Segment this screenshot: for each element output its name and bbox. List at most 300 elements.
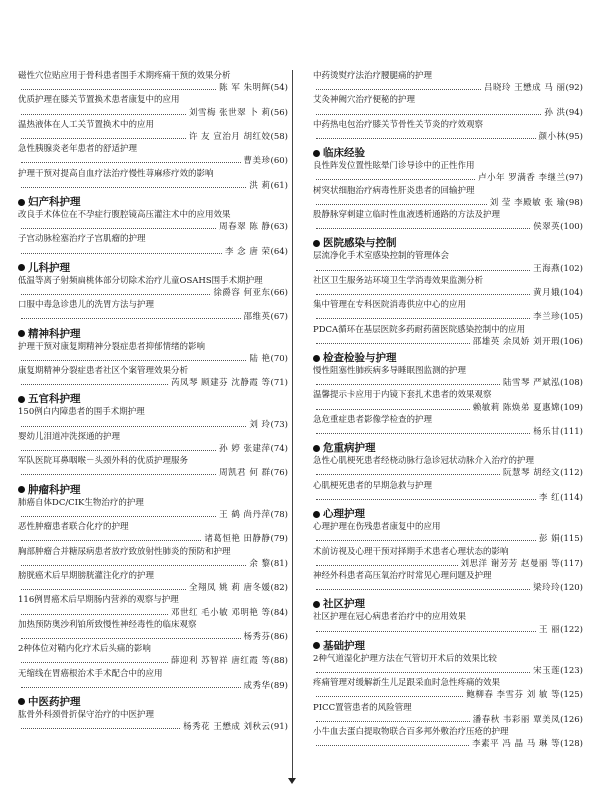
entry-page-number: (79) <box>270 534 288 545</box>
toc-entry[interactable] <box>18 275 288 299</box>
dot-leader <box>316 294 530 295</box>
entry-authors: 周春翠 陈 静 <box>219 222 271 233</box>
entry-authors: 陆 艳 <box>249 353 271 364</box>
section-heading-text: 心理护理 <box>323 508 365 521</box>
section-heading-text: 中医药护理 <box>28 695 81 708</box>
entry-authors: 王海燕 <box>533 263 561 274</box>
entry-title: 心肌梗死患者的早期急救与护理 <box>313 480 433 491</box>
dot-leader <box>316 228 530 229</box>
toc-section <box>313 236 583 348</box>
dot-leader <box>316 540 536 541</box>
entry-page-number: (64) <box>270 246 288 257</box>
dot-leader <box>21 426 246 427</box>
dot-leader <box>21 540 201 541</box>
entry-leader <box>18 131 288 143</box>
toc-entry[interactable] <box>18 455 288 479</box>
entry-page-number: (97) <box>565 173 583 184</box>
toc-entry[interactable] <box>18 570 288 594</box>
entry-leader <box>18 107 288 119</box>
section-heading <box>18 483 288 497</box>
entry-title: 胸部肿瘤合并糖尿病患者放疗致放射性肺炎的预防和护理 <box>18 546 231 557</box>
dot-leader <box>21 89 216 90</box>
section-heading-text: 危重病护理 <box>323 442 376 455</box>
section-heading <box>18 261 288 275</box>
dot-leader <box>316 318 530 319</box>
entry-leader <box>313 311 583 323</box>
section-heading <box>18 695 288 709</box>
toc-section <box>313 639 583 751</box>
entry-page-number: (81) <box>270 558 288 569</box>
entry-title: 磁性穴位贴应用于骨科患者围手术期疼痛干预的效果分析 <box>18 71 231 81</box>
entry-title: 婴幼儿泪道冲洗探通的护理 <box>18 431 121 442</box>
entry-authors: 芮凤琴 顾建芬 沈静霞 等 <box>170 378 271 389</box>
toc-section <box>313 441 583 504</box>
entry-leader <box>313 492 583 504</box>
toc-entry[interactable] <box>313 677 583 701</box>
dot-leader <box>21 614 168 615</box>
bullet-icon <box>18 199 25 206</box>
entry-leader <box>313 665 583 677</box>
entry-page-number: (67) <box>270 312 288 323</box>
entry-page-number: (63) <box>270 222 288 233</box>
entry-title: 神经外科患者高压氧治疗时常见心理问题及护理 <box>313 570 492 581</box>
entry-leader <box>18 443 288 455</box>
entry-page-number: (74) <box>270 444 288 455</box>
toc-section <box>18 392 288 479</box>
dot-leader <box>21 318 241 319</box>
dot-leader <box>21 516 216 517</box>
section-heading <box>313 597 583 611</box>
entry-page-number: (66) <box>270 288 288 299</box>
section-heading <box>313 639 583 653</box>
entry-page-number: (100) <box>560 222 583 233</box>
toc-entry[interactable] <box>18 668 288 692</box>
toc-entry[interactable] <box>313 119 583 143</box>
dot-leader <box>21 384 168 385</box>
entry-title: 良性阵发位置性眩晕门诊导诊中的正性作用 <box>313 161 475 172</box>
entry-authors: 孙 婷 张建萍 <box>219 444 271 455</box>
entry-title: 口服中毒急诊患儿的洗胃方法与护理 <box>18 300 155 311</box>
toc-entry[interactable] <box>313 365 583 389</box>
toc-entry[interactable] <box>313 70 583 94</box>
entry-title: PICC置管患者的风险管理 <box>313 702 412 713</box>
toc-section <box>18 327 288 390</box>
entry-authors: 阮慧琴 胡经文 <box>502 468 561 479</box>
entry-authors: 邵维英 <box>243 312 271 323</box>
dot-leader <box>316 631 536 632</box>
entry-authors: 成秀华 <box>243 680 271 691</box>
dot-leader <box>21 687 241 688</box>
entry-title: 军队医院耳鼻咽喉－头颈外科的优质护理服务 <box>18 456 189 467</box>
section-heading-text: 医院感染与控制 <box>323 237 397 250</box>
section-heading <box>313 236 583 250</box>
toc-entry[interactable] <box>18 168 288 192</box>
section-heading <box>313 507 583 521</box>
section-heading <box>313 146 583 160</box>
entry-leader <box>313 582 583 594</box>
entry-authors: 侯翠英 <box>533 222 561 233</box>
toc-entry[interactable] <box>313 389 583 413</box>
dot-leader <box>21 253 222 254</box>
entry-page-number: (117) <box>560 558 583 569</box>
toc-entry[interactable] <box>18 119 288 143</box>
entry-page-number: (95) <box>565 132 583 143</box>
toc-entry[interactable] <box>18 143 288 167</box>
dot-leader <box>21 162 241 163</box>
entry-authors: 黄月娥 <box>533 288 561 299</box>
entry-authors: 薛迎利 苏智祥 唐红霞 等 <box>170 656 271 667</box>
dot-leader <box>21 114 186 115</box>
entry-leader <box>18 509 288 521</box>
dot-leader <box>21 638 241 639</box>
entry-page-number: (98) <box>565 197 583 208</box>
entry-title: 肱骨外科颈骨折保守治疗的中医护理 <box>18 709 155 720</box>
entry-authors: 李素平 冯 晶 马 琳 等 <box>472 739 561 750</box>
bullet-icon <box>313 240 320 247</box>
dot-leader <box>316 745 469 746</box>
entry-title: 加热预防奥沙利铂所致慢性神经毒性的临床观察 <box>18 619 197 630</box>
toc-entry[interactable] <box>18 521 288 545</box>
entry-leader <box>18 419 288 431</box>
toc-entry[interactable] <box>313 250 583 274</box>
entry-page-number: (111) <box>560 427 583 438</box>
dot-leader <box>316 499 536 500</box>
toc-entry[interactable] <box>313 546 583 570</box>
entry-authors: 曹美珍 <box>243 156 271 167</box>
entry-authors: 彭 娟 <box>538 534 561 545</box>
bullet-icon <box>313 601 320 608</box>
entry-leader <box>18 533 288 545</box>
section-heading-text: 临床经验 <box>323 147 365 160</box>
entry-title: PDCA循环在基层医院多药耐药菌医院感染控制中的应用 <box>313 324 526 335</box>
entry-page-number: (115) <box>560 534 583 545</box>
entry-leader <box>313 624 583 636</box>
entry-title: 温馨提示卡应用于内镜下套扎术患者的效果观察 <box>313 390 492 401</box>
down-triangle-icon <box>288 778 296 784</box>
dot-leader <box>316 114 541 115</box>
bullet-icon <box>313 642 320 649</box>
entry-authors: 吕晓玲 王懋成 马 丽 <box>483 83 566 94</box>
toc-entry[interactable] <box>18 341 288 365</box>
entry-title: 急性心肌梗死患者经桡动脉行急诊冠状动脉介入治疗的护理 <box>313 456 535 467</box>
entry-authors: 全翔凤 姚 莉 唐冬媛 <box>188 583 271 594</box>
dot-leader <box>316 696 463 697</box>
toc-entry[interactable] <box>313 414 583 438</box>
entry-authors: 刘 玲 <box>249 419 271 430</box>
entry-leader <box>313 467 583 479</box>
toc-section <box>313 597 583 635</box>
column-divider <box>292 70 293 780</box>
toc-entry[interactable] <box>313 275 583 299</box>
entry-title: 集中管理在专科医院消毒供应中心的应用 <box>313 300 467 311</box>
toc-entry[interactable] <box>18 594 288 618</box>
toc-entry[interactable] <box>18 619 288 643</box>
entry-leader <box>18 311 288 323</box>
entry-title: 疼痛管理对缓解新生儿足跟采血时急性疼痛的效果 <box>313 678 501 689</box>
entry-authors: 周凯君 何 群 <box>219 468 271 479</box>
section-heading-text: 基础护理 <box>323 639 365 652</box>
toc-entry[interactable] <box>313 94 583 118</box>
bullet-icon <box>18 486 25 493</box>
section-heading-text: 五官科护理 <box>28 393 81 406</box>
dot-leader <box>21 728 180 729</box>
entry-page-number: (73) <box>270 419 288 430</box>
entry-leader <box>18 582 288 594</box>
entry-leader <box>18 377 288 389</box>
entry-authors: 颜小林 <box>538 132 566 143</box>
entry-leader <box>313 336 583 348</box>
entry-leader <box>313 689 583 701</box>
entry-authors: 徐爵容 何亚东 <box>213 288 271 299</box>
section-heading <box>313 351 583 365</box>
entry-leader <box>313 82 583 94</box>
toc-entry[interactable] <box>313 299 583 323</box>
entry-page-number: (89) <box>270 680 288 691</box>
entry-leader <box>18 155 288 167</box>
dot-leader <box>21 589 186 590</box>
entry-authors: 邵雄英 余凤娇 刘开瑕 <box>472 336 561 347</box>
dot-leader <box>316 204 487 205</box>
entry-page-number: (125) <box>560 690 583 701</box>
entry-leader <box>313 558 583 570</box>
entry-title: 温热液体在人工关节置换术中的应用 <box>18 119 155 130</box>
entry-authors: 卢小年 罗满香 李继兰 <box>478 173 566 184</box>
entry-leader <box>313 263 583 275</box>
entry-leader <box>18 287 288 299</box>
entry-authors: 梁玲玲 <box>533 583 561 594</box>
dot-leader <box>21 138 186 139</box>
entry-title: 小牛血去蛋白提取物联合百多邦外敷治疗压疮的护理 <box>313 726 509 737</box>
bullet-icon <box>18 330 25 337</box>
section-heading-text: 肿瘤科护理 <box>28 483 81 496</box>
bullet-icon <box>313 355 320 362</box>
entry-authors: 宋玉莲 <box>533 665 561 676</box>
entry-page-number: (76) <box>270 468 288 479</box>
dot-leader <box>316 138 536 139</box>
dot-leader <box>316 565 458 566</box>
toc-entry[interactable] <box>313 570 583 594</box>
entry-leader <box>18 655 288 667</box>
entry-page-number: (106) <box>560 336 583 347</box>
entry-authors: 王 丽 <box>538 624 561 635</box>
toc-entry[interactable] <box>313 726 583 750</box>
dot-leader <box>316 409 470 410</box>
toc-entry[interactable] <box>18 431 288 455</box>
dot-leader <box>21 294 210 295</box>
toc-section <box>18 261 288 324</box>
entry-title: 优质护理在膝关节置换术患者康复中的应用 <box>18 95 180 106</box>
entry-leader <box>313 131 583 143</box>
entry-page-number: (61) <box>270 180 288 191</box>
toc-entry[interactable] <box>313 209 583 233</box>
entry-title: 社区卫生服务站环境卫生学消毒效果监测分析 <box>313 275 484 286</box>
dot-leader <box>21 662 168 663</box>
entry-authors: 赖敏莉 陈焕弟 夏惠嫦 <box>472 402 561 413</box>
entry-leader <box>18 82 288 94</box>
entry-leader <box>18 467 288 479</box>
toc-entry[interactable] <box>18 709 288 733</box>
toc-entry[interactable] <box>313 185 583 209</box>
entry-page-number: (88) <box>270 656 288 667</box>
entry-page-number: (126) <box>560 714 583 725</box>
entry-page-number: (94) <box>565 107 583 118</box>
entry-page-number: (102) <box>560 263 583 274</box>
dot-leader <box>21 450 216 451</box>
dot-leader <box>316 89 481 90</box>
toc-entry[interactable] <box>18 497 288 521</box>
toc-entry[interactable] <box>313 480 583 504</box>
dot-leader <box>316 179 475 180</box>
entry-leader <box>18 680 288 692</box>
entry-page-number: (84) <box>270 607 288 618</box>
entry-leader <box>313 221 583 233</box>
dot-leader <box>316 384 500 385</box>
toc-entry[interactable] <box>18 299 288 323</box>
toc-entry[interactable] <box>313 653 583 677</box>
dot-leader <box>316 433 530 434</box>
entry-authors: 刘 莹 李殿敏 张 瑜 <box>489 197 566 208</box>
dot-leader <box>316 672 530 673</box>
entry-page-number: (86) <box>270 631 288 642</box>
dot-leader <box>21 187 246 188</box>
entry-title: 无缩线在胃癌根治术手术配合中的应用 <box>18 668 163 679</box>
dot-leader <box>316 474 500 475</box>
toc-entry[interactable] <box>313 702 583 726</box>
bullet-icon <box>313 511 320 518</box>
entry-page-number: (109) <box>560 402 583 413</box>
entry-page-number: (112) <box>560 468 583 479</box>
entry-leader <box>313 287 583 299</box>
entry-title: 中药烫熨疗法治疗腰腿痛的护理 <box>313 71 433 81</box>
toc-entry[interactable] <box>18 546 288 570</box>
toc-entry[interactable] <box>18 406 288 430</box>
entry-page-number: (108) <box>560 378 583 389</box>
entry-title: 改良手术体位在不孕症行腹腔镜高压灌注术中的应用效果 <box>18 210 231 221</box>
entry-leader <box>18 631 288 643</box>
entry-page-number: (56) <box>270 107 288 118</box>
dot-leader <box>21 474 216 475</box>
entry-title: 中药热电包治疗膝关节骨性关节炎的疗效观察 <box>313 119 484 130</box>
entry-page-number: (82) <box>270 583 288 594</box>
entry-authors: 杨乐甘 <box>533 427 561 438</box>
entry-title: 康复期精神分裂症患者社区个案管理效果分析 <box>18 366 189 377</box>
entry-leader <box>313 402 583 414</box>
entry-title: 2种气道湿化护理方法在气管切开术后的效果比较 <box>313 653 497 664</box>
section-heading <box>18 327 288 341</box>
toc-section <box>313 146 583 233</box>
section-heading <box>313 441 583 455</box>
entry-leader <box>18 353 288 365</box>
entry-leader <box>18 607 288 619</box>
entry-title: 膀胱癌术后早期膀胱灌注化疗的护理 <box>18 570 155 581</box>
entry-leader <box>18 246 288 258</box>
section-heading-text: 精神科护理 <box>28 327 81 340</box>
toc-entry[interactable] <box>313 160 583 184</box>
toc-section <box>18 695 288 733</box>
toc-entry[interactable] <box>18 365 288 389</box>
entry-title: 慢性阻塞性肺疾病多导睡眠图监测的护理 <box>313 366 467 377</box>
toc-section <box>18 195 288 258</box>
entry-leader <box>313 197 583 209</box>
entry-page-number: (54) <box>270 83 288 94</box>
entry-title: 2种体位对鞘内化疗术后头痛的影响 <box>18 644 151 655</box>
entry-authors: 鲍柳春 李雪芬 刘 敏 等 <box>466 690 561 701</box>
section-heading-text: 社区护理 <box>323 598 365 611</box>
entry-title: 股静脉穿刺建立临时性血液透析通路的方法及护理 <box>313 210 501 221</box>
entry-title: 护理干预对提高自血疗法治疗慢性荨麻疹疗效的影响 <box>18 168 214 179</box>
entry-page-number: (70) <box>270 353 288 364</box>
bullet-icon <box>313 150 320 157</box>
entry-authors: 洪 莉 <box>249 180 271 191</box>
dot-leader <box>316 589 530 590</box>
entry-authors: 陆雪琴 严斌泓 <box>502 378 561 389</box>
entry-leader <box>313 738 583 750</box>
dot-leader <box>316 270 530 271</box>
section-heading-text: 检查检验与护理 <box>323 352 397 365</box>
toc-entry[interactable] <box>313 611 583 635</box>
entry-title: 心理护理在伤残患者康复中的应用 <box>313 522 441 533</box>
entry-authors: 许 友 宣治月 胡红姣 <box>188 132 271 143</box>
toc-entry[interactable] <box>313 455 583 479</box>
entry-page-number: (92) <box>565 83 583 94</box>
entry-leader <box>313 426 583 438</box>
entry-title: 恶性肿瘤患者联合化疗的护理 <box>18 522 129 533</box>
dot-leader <box>21 360 246 361</box>
entry-page-number: (122) <box>560 624 583 635</box>
section-heading <box>18 392 288 406</box>
toc-left-column <box>18 70 288 735</box>
entry-authors: 杨秀花 王懋成 刘秋云 <box>183 722 271 733</box>
dot-leader <box>316 343 470 344</box>
entry-authors: 杨秀芬 <box>243 631 271 642</box>
entry-authors: 李兰珍 <box>533 312 561 323</box>
dot-leader <box>21 565 246 566</box>
entry-authors: 王 鹤 尚丹萍 <box>219 509 271 520</box>
entry-page-number: (60) <box>270 156 288 167</box>
entry-authors: 孙 洪 <box>544 107 566 118</box>
entry-authors: 刘雪梅 张世翠 卜 莉 <box>188 107 271 118</box>
toc-entry[interactable] <box>313 521 583 545</box>
toc-entry[interactable] <box>18 233 288 257</box>
toc-entry[interactable] <box>18 94 288 118</box>
entry-title: 子宫动脉栓塞治疗子宫肌瘤的护理 <box>18 234 146 245</box>
entry-page-number: (114) <box>560 492 583 503</box>
toc-entry[interactable] <box>18 209 288 233</box>
entry-authors: 陈 军 朱明辉 <box>219 83 271 94</box>
toc-right-column <box>313 70 583 752</box>
entry-leader <box>313 377 583 389</box>
entry-leader <box>18 221 288 233</box>
entry-title: 术前访视及心理干预对择期手术患者心理状态的影响 <box>313 546 509 557</box>
entry-authors: 诸葛恒艳 田静静 <box>204 534 271 545</box>
entry-leader <box>313 172 583 184</box>
entry-page-number: (104) <box>560 288 583 299</box>
entry-authors: 李 红 <box>538 492 561 503</box>
entry-page-number: (105) <box>560 312 583 323</box>
section-heading-text: 儿科护理 <box>28 261 70 274</box>
bullet-icon <box>18 396 25 403</box>
entry-title: 树突状细胞治疗病毒性肝炎患者的回输护理 <box>313 185 475 196</box>
entry-page-number: (123) <box>560 665 583 676</box>
toc-section <box>18 483 288 692</box>
entry-authors: 邓世红 毛小敏 邓明艳 等 <box>170 607 271 618</box>
toc-entry[interactable] <box>313 324 583 348</box>
dot-leader <box>21 228 216 229</box>
entry-title: 肺癌自体DC/CIK生物治疗的护理 <box>18 497 144 508</box>
toc-entry[interactable] <box>18 70 288 94</box>
entry-title: 116例胃癌术后早期肠内营养的观察与护理 <box>18 595 179 606</box>
toc-entry[interactable] <box>18 643 288 667</box>
